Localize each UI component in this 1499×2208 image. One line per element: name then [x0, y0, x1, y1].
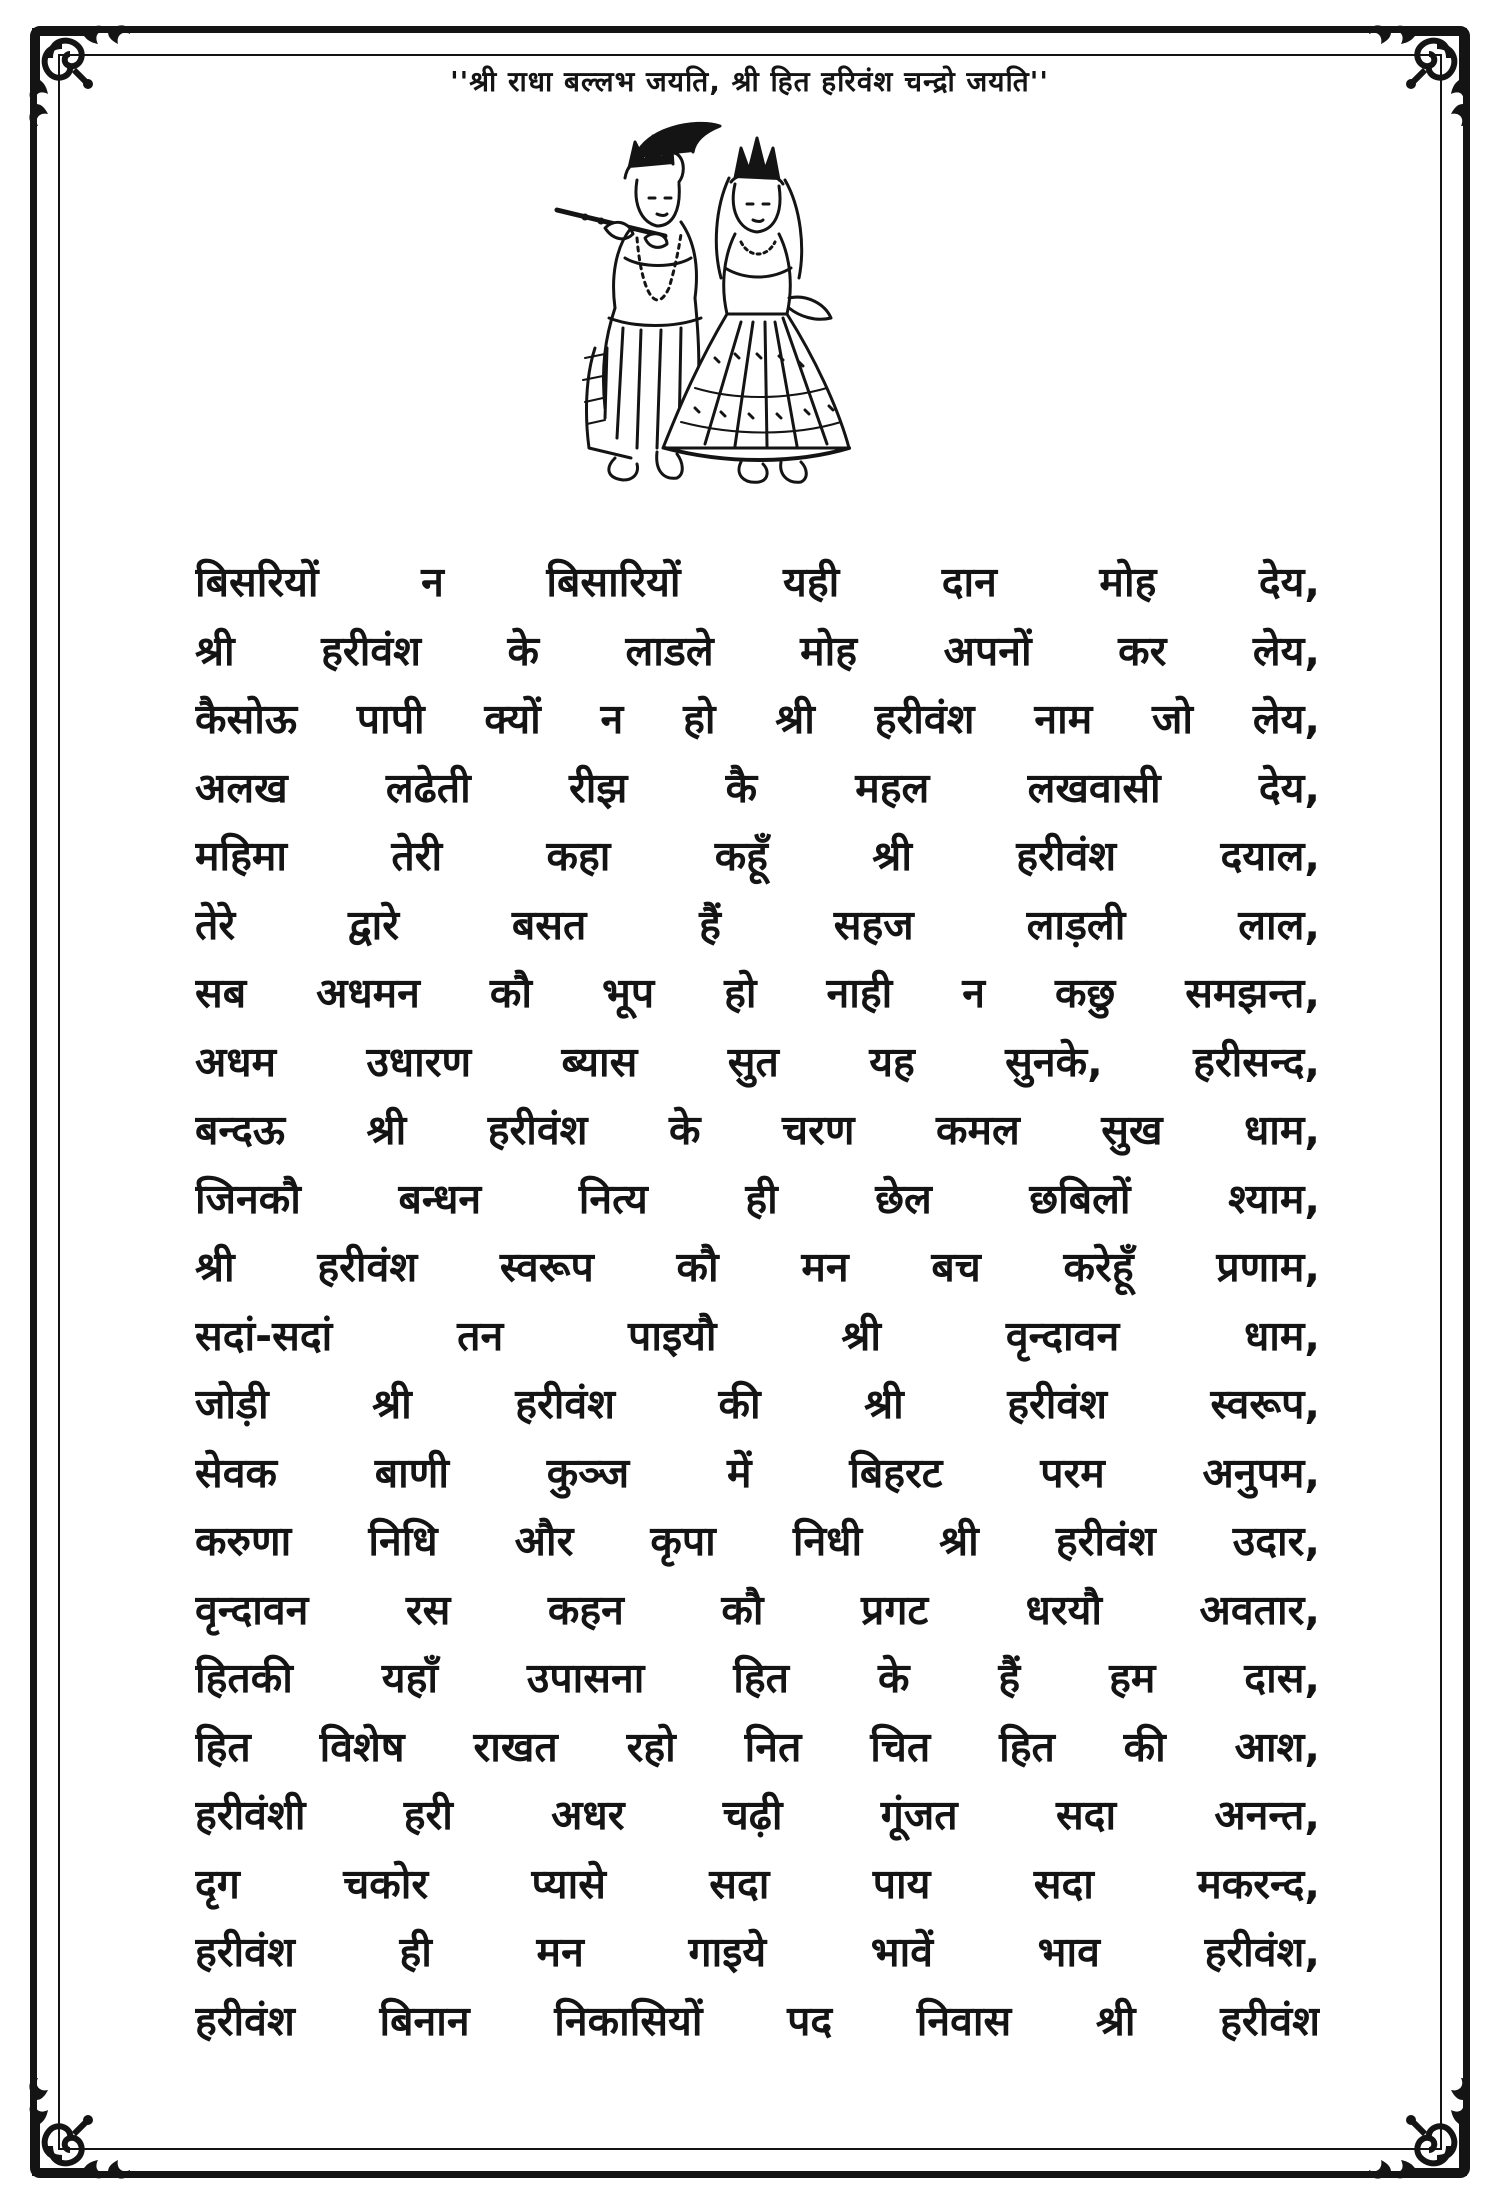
verse-line: अलख लढेती रीझ कै महल लखवासी देय, — [195, 763, 1320, 812]
verse-line: हरीवंश बिनान निकासियों पद निवास श्री हरीवंश — [195, 1996, 1320, 2045]
verse-line: जोड़ी श्री हरीवंश की श्री हरीवंश स्वरूप, — [195, 1380, 1320, 1428]
verse-line: अधम उधारण ब्यास सुत यह सुनके, हरीसन्द, — [195, 1037, 1320, 1086]
verse-line: हरीवंश ही मन गाइये भावें भाव हरीवंश, — [195, 1928, 1320, 1976]
verse-line: बिसरियों न बिसारियों यही दान मोह देय, — [195, 558, 1320, 606]
verse-line: हित विशेष राखत रहो नित चित हित की आश, — [195, 1722, 1320, 1771]
verse-line: सदां-सदां तन पाइयौ श्री वृन्दावन धाम, — [195, 1311, 1320, 1360]
verse-line: श्री हरीवंश स्वरूप कौ मन बच करेहूँ प्रणाम, — [195, 1243, 1320, 1291]
verse-line: श्री हरीवंश के लाडले मोह अपनों कर लेय, — [195, 626, 1320, 675]
verse-list — [195, 548, 1320, 2055]
header-invocation: ''श्री राधा बल्लभ जयति, श्री हित हरिवंश चन्द्रो जयति'' — [450, 65, 1049, 98]
verse-line: वृन्दावन रस कहन कौ प्रगट धरयौ अवतार, — [195, 1585, 1320, 1634]
verse-line: दृग चकोर प्यासे सदा पाय सदा मकरन्द, — [195, 1859, 1320, 1908]
verse-line: सब अधमन कौ भूप हो नाही न कछु समझन्त, — [195, 969, 1320, 1017]
verse-line: हरीवंशी हरी अधर चढ़ी गूंजत सदा अनन्त, — [195, 1791, 1320, 1839]
corner-ornament-icon — [1337, 2046, 1477, 2186]
verse-line: सेवक बाणी कुञ्ज में बिहरट परम अनुपम, — [195, 1448, 1320, 1497]
verse-line: महिमा तेरी कहा कहूँ श्री हरीवंश दयाल, — [195, 832, 1320, 880]
verse-line: कैसोऊ पापी क्यों न हो श्री हरीवंश नाम जो लेय, — [195, 695, 1320, 743]
verse-line: करुणा निधि और कृपा निधी श्री हरीवंश उदार, — [195, 1517, 1320, 1565]
verse-line: हितकी यहाँ उपासना हित के हैं हम दास, — [195, 1654, 1320, 1702]
verse-line: बन्दऊ श्री हरीवंश के चरण कमल सुख धाम, — [195, 1106, 1320, 1154]
radha-krishna-illustration-icon — [545, 118, 875, 498]
verse-line: जिनकौ बन्धन नित्य ही छेल छबिलों श्याम, — [195, 1174, 1320, 1223]
corner-ornament-icon — [22, 2046, 162, 2186]
verse-line: तेरे द्वारे बसत हैं सहज लाड़ली लाल, — [195, 900, 1320, 949]
